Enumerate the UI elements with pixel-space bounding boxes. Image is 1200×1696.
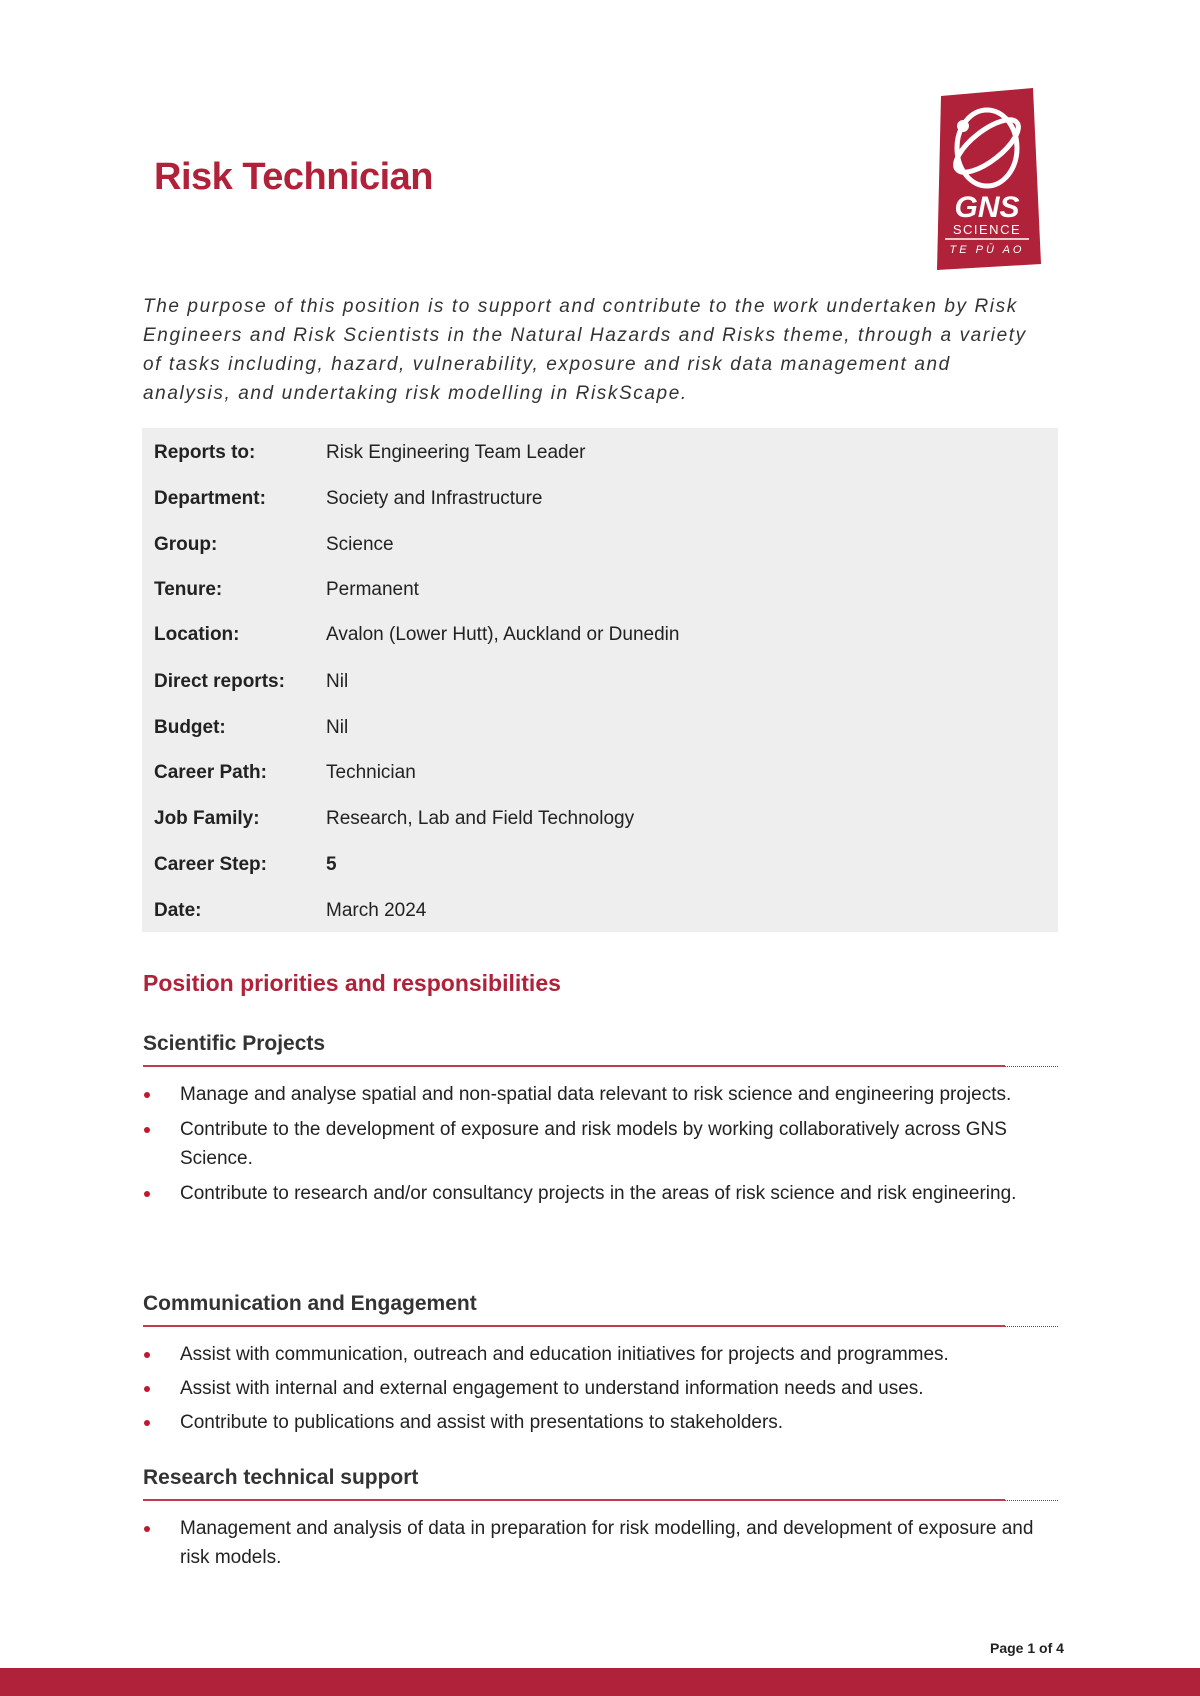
details-row	[142, 488, 1058, 518]
document-title: Risk Technician	[154, 156, 434, 198]
details-value: Nil	[326, 717, 349, 738]
details-row	[142, 624, 1058, 654]
research-technical-support-list	[143, 1514, 1043, 1572]
details-label: Group:	[154, 534, 218, 555]
gns-science-logo	[933, 88, 1041, 270]
details-label: Location:	[154, 624, 240, 645]
details-value: Permanent	[326, 579, 419, 600]
list-item	[143, 1514, 1043, 1572]
details-value: March 2024	[326, 900, 427, 921]
details-label: Career Step:	[154, 854, 267, 875]
details-row	[142, 717, 1058, 747]
details-row	[142, 808, 1058, 838]
responsibilities-heading: Position priorities and responsibilities	[143, 970, 561, 996]
footer-bar	[0, 1668, 1200, 1696]
bullet-icon	[144, 1191, 150, 1197]
details-value: 5	[326, 854, 337, 875]
communication-engagement-list	[143, 1340, 1043, 1437]
list-item-text: Contribute to research and/or consultancy projects in the areas of risk science and risk engineering.	[180, 1183, 1017, 1204]
list-item-text: Contribute to publications and assist with presentations to stakeholders.	[180, 1412, 784, 1433]
details-value: Nil	[326, 671, 349, 692]
details-row	[142, 854, 1058, 884]
section-heading-communication-engagement	[143, 1292, 1058, 1327]
list-item-text: Assist with communication, outreach and education initiatives for projects and programmes.	[180, 1344, 949, 1365]
details-value: Research, Lab and Field Technology	[326, 808, 635, 829]
list-item	[143, 1080, 1043, 1109]
scientific-projects-list	[143, 1080, 1043, 1208]
logo-brand: GNS	[954, 191, 1020, 224]
list-item	[143, 1179, 1043, 1208]
bullet-icon	[144, 1127, 150, 1133]
bullet-icon	[144, 1526, 150, 1532]
logo-science: SCIENCE	[952, 222, 1022, 237]
logo-te-pu-ao: TE PŪ AO	[949, 244, 1025, 256]
details-row	[142, 579, 1058, 609]
section-underline	[143, 1065, 1005, 1067]
details-value: Risk Engineering Team Leader	[326, 442, 586, 463]
section-underline	[143, 1499, 1005, 1501]
bullet-icon	[144, 1386, 150, 1392]
position-details-table	[142, 428, 1058, 932]
list-item-text: Management and analysis of data in preparation for risk modelling, and development of exposure and risk models.	[180, 1518, 1034, 1568]
list-item-text: Assist with internal and external engagement to understand information needs and uses.	[180, 1378, 924, 1399]
section-heading-scientific-projects	[143, 1032, 1058, 1067]
details-row	[142, 900, 1058, 930]
details-row	[142, 442, 1058, 472]
list-item-text: Manage and analyse spatial and non-spatial data relevant to risk science and engineering projects.	[180, 1084, 1012, 1105]
position-purpose: The purpose of this position is to support and contribute to the work undertaken by Risk Engineers and Risk Scientists in the Natural Hazards and Risks theme, through a variety of tasks including, hazard, vulnerability, exposure and risk data management and analysis, and undertaking risk modelling in RiskScape.	[143, 296, 1027, 404]
page-number: Page 1 of 4	[990, 1640, 1064, 1656]
list-item	[143, 1115, 1043, 1173]
details-label: Reports to:	[154, 442, 256, 463]
section-heading-research-technical-support	[143, 1466, 1058, 1501]
bullet-icon	[144, 1092, 150, 1098]
details-value: Avalon (Lower Hutt), Auckland or Dunedin	[326, 624, 680, 645]
details-value: Society and Infrastructure	[326, 488, 543, 509]
list-item	[143, 1340, 1043, 1369]
details-label: Department:	[154, 488, 266, 509]
details-label: Direct reports:	[154, 671, 285, 692]
details-label: Tenure:	[154, 579, 223, 600]
list-item	[143, 1408, 1043, 1437]
details-label: Career Path:	[154, 762, 267, 783]
details-value: Technician	[326, 762, 416, 783]
section-title: Research technical support	[143, 1466, 419, 1489]
section-underline	[143, 1325, 1005, 1327]
details-row	[142, 534, 1058, 564]
section-title: Scientific Projects	[143, 1032, 326, 1055]
details-row	[142, 671, 1058, 701]
bullet-icon	[144, 1420, 150, 1426]
bullet-icon	[144, 1352, 150, 1358]
details-label: Job Family:	[154, 808, 260, 829]
list-item-text: Contribute to the development of exposure and risk models by working collaboratively across GNS Science.	[180, 1119, 1007, 1169]
details-label: Date:	[154, 900, 202, 921]
details-label: Budget:	[154, 717, 226, 738]
section-title: Communication and Engagement	[143, 1292, 477, 1315]
details-value: Science	[326, 534, 394, 555]
list-item	[143, 1374, 1043, 1403]
details-row	[142, 762, 1058, 792]
